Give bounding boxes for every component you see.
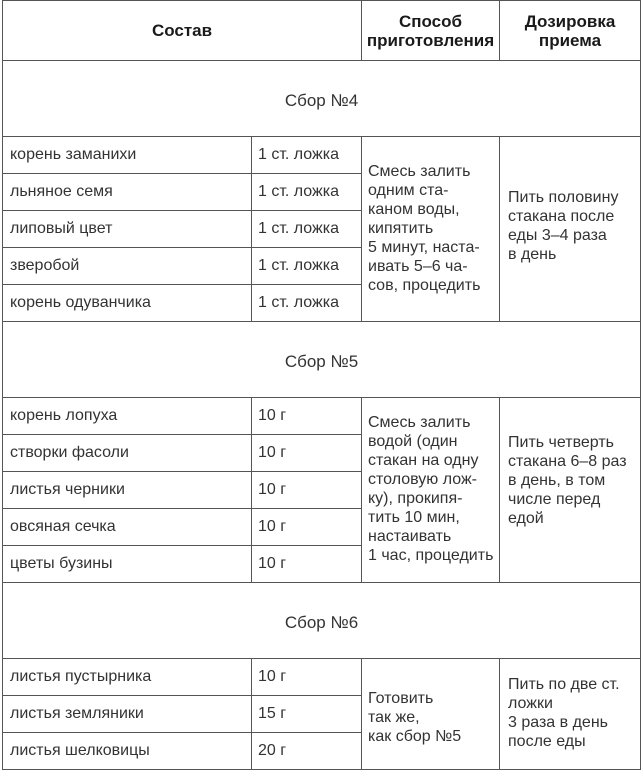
preparation-method [362, 137, 500, 322]
ingredient-name: корень заманихи [3, 137, 252, 174]
header-preparation: Способ приготовления [362, 1, 500, 61]
ingredient-name: листья пустырника [3, 659, 252, 696]
ingredient-amount: 1 ст. ложка [252, 211, 362, 248]
ingredient-name: листья шелковицы [3, 733, 252, 770]
header-dosage: Дозировка приема [500, 1, 641, 61]
ingredient-amount: 1 ст. ложка [252, 285, 362, 322]
dosage-text: Пить по две ст. ложки 3 раза в день после еды [508, 676, 620, 750]
ingredient-amount: 10 г [252, 398, 362, 435]
preparation-method [362, 398, 500, 583]
dosage-text: Пить четверть стакана 6–8 раз в день, в том числе перед едой [508, 433, 627, 527]
ingredient-amount: 20 г [252, 733, 362, 770]
ingredient-amount: 10 г [252, 435, 362, 472]
dosage-instructions [500, 659, 641, 770]
ingredient-name: овсяная сечка [3, 509, 252, 546]
ingredient-amount: 1 ст. ложка [252, 174, 362, 211]
dosage-instructions [500, 137, 641, 322]
collection-title-row [3, 61, 641, 137]
table-row [3, 137, 641, 174]
table-row [3, 659, 641, 696]
ingredient-name: корень одуванчика [3, 285, 252, 322]
ingredient-name: цветы бузины [3, 546, 252, 583]
collection-title: Сбор №5 [3, 322, 641, 398]
ingredient-amount: 1 ст. ложка [252, 248, 362, 285]
ingredient-name: зверобой [3, 248, 252, 285]
dosage-instructions [500, 398, 641, 583]
preparation-method [362, 659, 500, 770]
collection-title: Сбор №6 [3, 583, 641, 659]
ingredient-name: корень лопуха [3, 398, 252, 435]
collection-title-row [3, 583, 641, 659]
ingredient-name: листья земляники [3, 696, 252, 733]
preparation-text: Готовить так же, как сбор №5 [368, 689, 462, 745]
table-row [3, 398, 641, 435]
dosage-text: Пить половину стакана после еды 3–4 раза в день [508, 189, 619, 263]
collection-title-row [3, 322, 641, 398]
ingredient-amount: 1 ст. ложка [252, 137, 362, 174]
header-composition: Состав [3, 1, 362, 61]
ingredient-amount: 15 г [252, 696, 362, 733]
ingredient-amount: 10 г [252, 472, 362, 509]
ingredient-amount: 10 г [252, 509, 362, 546]
ingredient-name: створки фасоли [3, 435, 252, 472]
ingredient-amount: 10 г [252, 546, 362, 583]
collection-title: Сбор №4 [3, 61, 641, 137]
herbal-collections-table [2, 0, 641, 770]
table-header-row [3, 1, 641, 61]
preparation-text: Смесь залить одним ста- каном воды, кипятить 5 минут, наста- ивать 5–6 ча- сов, процедить [368, 162, 481, 294]
ingredient-amount: 10 г [252, 659, 362, 696]
ingredient-name: липовый цвет [3, 211, 252, 248]
ingredient-name: листья черники [3, 472, 252, 509]
ingredient-name: льняное семя [3, 174, 252, 211]
preparation-text: Смесь залить водой (один стакан на одну столовую лож- ку), прокипя- тить 10 мин, настаивать 1 час, процедить [368, 414, 494, 564]
